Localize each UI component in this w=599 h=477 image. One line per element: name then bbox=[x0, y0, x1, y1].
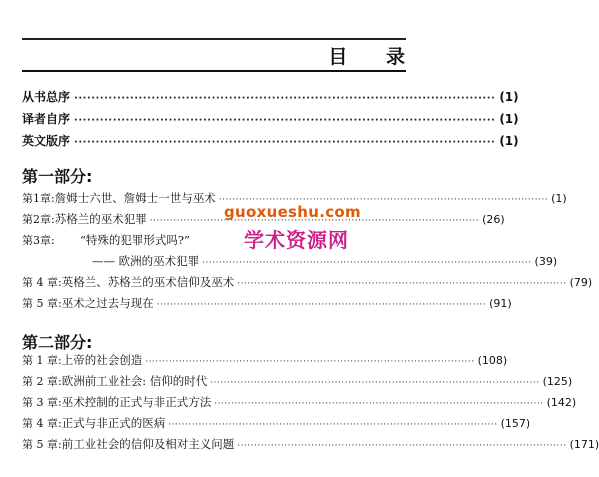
chapter-title: 詹姆士六世、詹姆士一世与巫术 bbox=[54, 191, 216, 205]
dot-leader: ·································································································· bbox=[74, 93, 496, 104]
dot-leader: ·································································································· bbox=[210, 378, 540, 388]
chapter-number: 第 5 章: bbox=[22, 438, 62, 451]
front-matter-entry[interactable] bbox=[22, 88, 519, 110]
dot-leader: ·································································································· bbox=[74, 115, 496, 126]
entry-label: 英文版序 bbox=[22, 134, 71, 148]
part1-heading: 第一部分: bbox=[22, 167, 93, 186]
chapter-entry[interactable] bbox=[22, 436, 599, 457]
toc-title: 目 录 bbox=[328, 46, 421, 68]
chapter-number: 第 4 章: bbox=[22, 276, 62, 289]
dot-leader: ·································································································· bbox=[214, 399, 544, 409]
chapter-page: (157) bbox=[500, 417, 531, 430]
chapter-title: 欧洲前工业社会: 信仰的时代 bbox=[61, 374, 208, 388]
chapter-page: (39) bbox=[534, 255, 558, 268]
front-matter-entry[interactable] bbox=[22, 110, 519, 132]
chapter-number: 第3章: bbox=[22, 234, 55, 247]
dot-leader: ·································································································· bbox=[74, 137, 496, 148]
chapter-page: (26) bbox=[482, 213, 505, 226]
chapter-page: (125) bbox=[542, 375, 573, 388]
chapter-page: (1) bbox=[551, 192, 567, 205]
chapter-number: 第1章: bbox=[22, 192, 55, 205]
chapter-entry[interactable] bbox=[22, 373, 573, 394]
chapter-page: (91) bbox=[489, 297, 512, 310]
dot-leader: ·································································································· bbox=[145, 357, 475, 367]
dot-leader: ·································································································· bbox=[156, 300, 487, 310]
chapter-number: 第 4 章: bbox=[22, 417, 62, 430]
chapter-title: 苏格兰的巫术犯罪 bbox=[54, 212, 147, 226]
watermark-site-name: 学术资源网 bbox=[244, 228, 349, 252]
dot-leader: ·································································································· bbox=[237, 279, 567, 289]
chapter-entry[interactable] bbox=[22, 415, 531, 436]
entry-page: (1) bbox=[499, 90, 519, 104]
watermark-domain: guoxueshu.com bbox=[224, 203, 361, 221]
part2-heading: 第二部分: bbox=[22, 333, 93, 352]
part2-chapter-list bbox=[22, 352, 599, 457]
front-matter-entry[interactable] bbox=[22, 132, 519, 154]
chapter-title: 英格兰、苏格兰的巫术信仰及巫术 bbox=[61, 275, 235, 289]
entry-page: (1) bbox=[499, 112, 519, 126]
chapter-subtitle: —— 欧洲的巫术犯罪 bbox=[92, 254, 200, 268]
title-rule bbox=[22, 70, 406, 72]
dot-leader: ·································································································· bbox=[237, 441, 567, 451]
chapter-number: 第 5 章: bbox=[22, 297, 62, 310]
chapter-page: (142) bbox=[546, 396, 577, 409]
chapter-number: 第 2 章: bbox=[22, 375, 62, 388]
chapter-entry[interactable] bbox=[22, 352, 508, 373]
dot-leader: ·································································································· bbox=[218, 195, 549, 205]
chapter-entry-continuation[interactable] bbox=[22, 253, 558, 274]
dot-leader: ·································································································· bbox=[149, 216, 480, 226]
chapter-title: 前工业社会的信仰及相对主义问题 bbox=[61, 437, 235, 451]
chapter-number: 第 3 章: bbox=[22, 396, 62, 409]
chapter-title: “特殊的犯罪形式吗?” bbox=[80, 233, 190, 247]
dot-leader: ·································································································· bbox=[168, 420, 498, 430]
dot-leader: ·································································································· bbox=[202, 258, 532, 268]
chapter-number: 第 1 章: bbox=[22, 354, 62, 367]
chapter-title: 巫术之过去与现在 bbox=[61, 296, 154, 310]
chapter-number: 第2章: bbox=[22, 213, 55, 226]
entry-label: 译者自序 bbox=[22, 112, 71, 126]
chapter-entry[interactable] bbox=[22, 394, 577, 415]
chapter-page: (171) bbox=[569, 438, 599, 451]
chapter-title: 上帝的社会创造 bbox=[61, 353, 143, 367]
chapter-title: 正式与非正式的医病 bbox=[61, 416, 166, 430]
entry-page: (1) bbox=[499, 134, 519, 148]
chapter-entry[interactable] bbox=[22, 274, 593, 295]
chapter-page: (108) bbox=[477, 354, 508, 367]
chapter-entry[interactable] bbox=[22, 295, 512, 316]
front-matter-list bbox=[22, 88, 519, 154]
top-rule bbox=[22, 38, 406, 40]
entry-label: 从书总序 bbox=[22, 90, 71, 104]
chapter-page: (79) bbox=[569, 276, 593, 289]
chapter-title: 巫术控制的正式与非正式方法 bbox=[61, 395, 212, 409]
